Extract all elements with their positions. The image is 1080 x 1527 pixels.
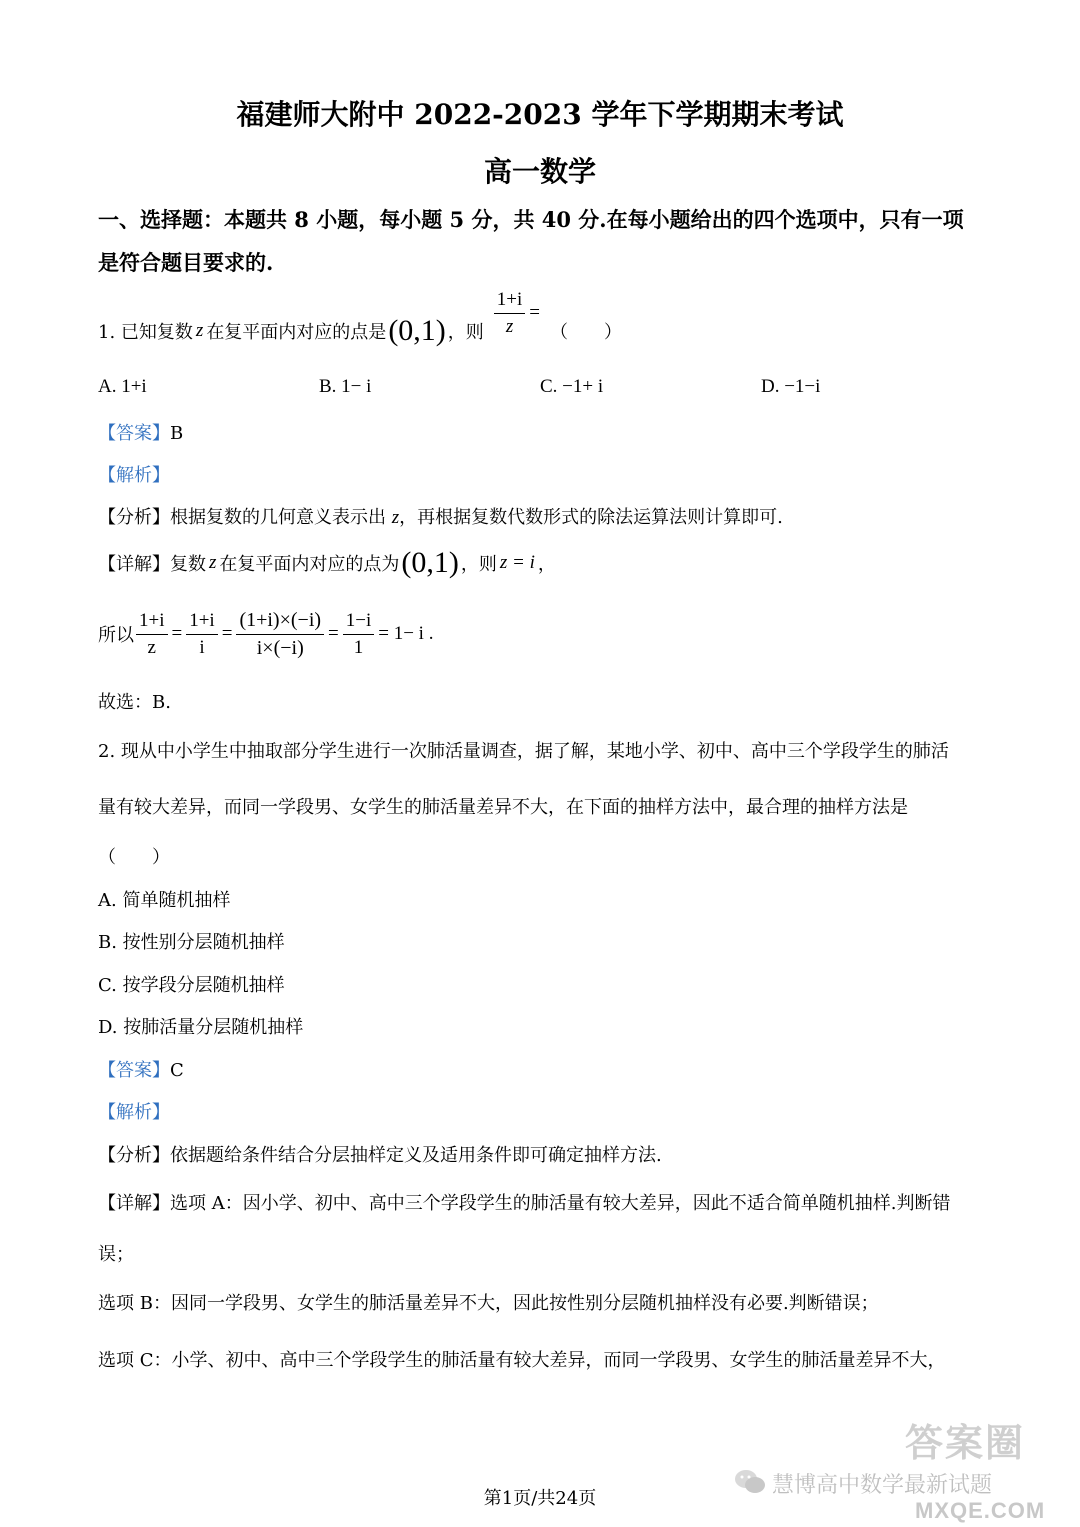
frac-3-num: (1+i)×(−i) [236,609,324,635]
equals-3: = [328,623,339,644]
q1-stem-b: 在复平面内对应的点是 [206,322,387,343]
watermark-url: MXQE.COM [915,1498,1046,1523]
wechat-icon [734,1468,766,1500]
frac-4 [343,610,375,659]
q1-option-a: A. 1+i [98,376,147,397]
q1-jiexi-label: 【解析】 [98,465,170,486]
analysis-z: z [391,507,400,528]
analysis-text-b: ，再根据复数代数形式的除法运算法则计算即可. [399,507,783,528]
section-heading-line1: 一、选择题：本题共 8 小题，每小题 5 分，共 40 分.在每小题给出的四个选项中，只有一项 [98,207,964,232]
q1-frac-num: 1+i [494,289,526,314]
q2-option-a: A. 简单随机抽样 [98,890,231,911]
detail-label: 【详解】 [98,554,170,575]
frac-2 [186,610,218,659]
q1-option-c: C. −1+ i [540,376,604,397]
q1-option-b: B. 1− i [319,376,372,397]
q2-detail-line2: 误； [98,1244,134,1265]
detail-text-c: ，则 [460,554,497,575]
q1-answer [98,419,183,445]
frac-4-num: 1−i [343,610,375,635]
answer-value: B [170,423,184,444]
q2-jiexi-label: 【解析】 [98,1102,170,1123]
q1-conclusion: 故选：B. [98,692,171,713]
exam-title: 福建师大附中 2022-2023 学年下学期期末考试 [236,98,844,131]
frac-3 [236,609,324,660]
watermark-text: 慧博高中数学最新试题 [772,1473,993,1498]
q1-derivation [98,602,433,666]
detail-text-e: ， [537,554,556,575]
detail-z-eq-i: z = i [499,552,535,573]
frac-1-num: 1+i [136,610,168,635]
exam-subtitle: 高一数学 [483,155,596,188]
q1-fraction [494,289,526,338]
q1-eq: = [529,302,541,323]
q2-option-d: D. 按肺活量分层随机抽样 [98,1017,304,1038]
page-footer: 第1页/共24页 [483,1488,597,1509]
q2-detail-line3: 选项 B：因同一学段男、女学生的肺活量差异不大，因此按性别分层随机抽样没有必要.判断错误； [98,1293,879,1314]
answer-value: C [170,1060,184,1081]
watermark-logo: 答案圈 [905,1420,1026,1465]
q2-detail-line4: 选项 C：小学、初中、高中三个学段学生的肺活量有较大差异，而同一学段男、女学生的肺活量差异不大， [98,1350,946,1371]
q2-answer [98,1056,184,1082]
question-1-stem [98,288,623,366]
answer-label: 【答案】 [98,423,170,444]
answer-label: 【答案】 [98,1060,170,1081]
equals-1: = [171,623,183,644]
q2-stem-line1: 2. 现从中小学生中抽取部分学生进行一次肺活量调查，据了解，某地小学、初中、高中三个学段学生的肺活 [98,741,949,762]
q1-detail [98,546,556,580]
derivation-label: 所以 [98,625,134,646]
q1-option-d: D. −1−i [761,376,821,397]
q1-frac-den: z [505,315,514,337]
detail-text-a: 复数 [170,554,206,575]
q2-option-b: B. 按性别分层随机抽样 [98,932,285,953]
q2-detail-line1: 【详解】选项 A：因小学、初中、高中三个学段学生的肺活量有较大差异，因此不适合简单随机抽样.判断错 [98,1193,951,1214]
q2-analysis: 【分析】依据题给条件结合分层抽样定义及适用条件即可确定抽样方法. [98,1145,662,1166]
equals-2: = [221,623,233,644]
frac-4-den: 1 [353,636,364,658]
q1-stem-c: ，则 [447,322,484,343]
analysis-text-a: 根据复数的几何意义表示出 [170,507,386,528]
q1-point: (0,1) [388,314,446,347]
analysis-label: 【分析】 [98,507,170,528]
derivation-tail: = 1− i . [378,623,434,644]
detail-text-b: 在复平面内对应的点为 [219,554,400,575]
frac-1 [136,610,168,659]
q1-blank: （ ） [550,322,623,343]
section-heading-line2: 是符合题目要求的. [98,250,274,275]
q1-z: z [195,320,204,341]
frac-3-den: i×(−i) [256,636,304,659]
detail-point: (0,1) [401,546,459,579]
detail-z: z [209,552,217,573]
q1-stem-a: 1. 已知复数 [98,322,193,343]
frac-2-num: 1+i [186,610,218,635]
q2-stem-line2: 量有较大差异，而同一学段男、女学生的肺活量差异不大，在下面的抽样方法中，最合理的抽样方法是 [98,797,908,818]
q1-analysis [98,503,783,529]
q2-blank: （ ） [98,847,170,868]
frac-1-den: z [147,636,156,658]
frac-2-den: i [199,636,205,658]
q2-option-c: C. 按学段分层随机抽样 [98,975,285,996]
